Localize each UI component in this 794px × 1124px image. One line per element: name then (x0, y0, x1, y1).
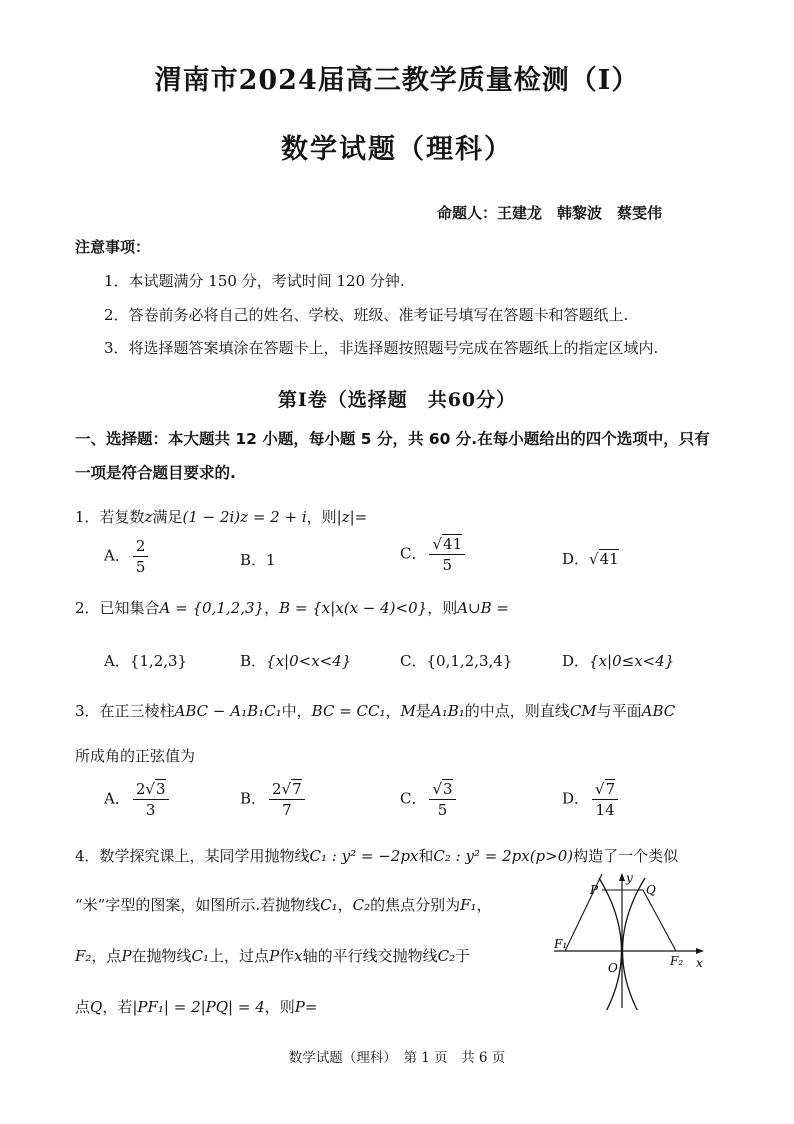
q1-option-a-fraction (133, 537, 149, 576)
q4-c2-b: C₂ (437, 947, 456, 965)
q4-text-3f: 于 (455, 947, 471, 965)
q4-p: P (121, 947, 132, 965)
q3-option-c-num: √3 (429, 780, 455, 800)
q1-option-c-num: √41 (429, 535, 465, 555)
q3-option-a-num: 2√3 (133, 780, 169, 800)
q4-text-2a: “米”字型的图案，如图所示.若抛物线 (75, 896, 321, 914)
q1-equation: (1 − 2i)z = 2 + i (182, 508, 307, 526)
part1-instruction-line1: 一、选择题：本大题共 12 小题，每小题 5 分，共 60 分.在每小题给出的四个选项中，只有 (75, 430, 710, 448)
q4-text-3c: 上，过点 (209, 947, 270, 965)
label-f2: F₂ (670, 954, 684, 968)
q1-option-c-label: C． (400, 544, 427, 563)
q3-option-b-den: 7 (282, 801, 292, 819)
q4-condition: |PF₁| = 2|PQ| = 4 (132, 998, 265, 1016)
q2-option-a-value: {1,2,3} (129, 652, 188, 670)
notice-item-1: 1．本试题满分 150 分，考试时间 120 分钟. (104, 272, 405, 290)
parabola-c2 (623, 878, 646, 1010)
q2-option-b (240, 650, 351, 671)
q3-cond: BC = CC₁ (311, 702, 386, 720)
q4-text-1c: 构造了一个类似 (573, 847, 679, 865)
q1-option-c-radicand: 41 (443, 535, 463, 553)
exam-title: 渭南市2024届高三教学质量检测（Ⅰ） (154, 65, 640, 96)
q3-option-c-radicand: 3 (443, 780, 453, 798)
q3-option-a-label: A． (104, 789, 130, 808)
q4-text-3d: 作 (279, 947, 295, 965)
question-3-stem (75, 700, 675, 721)
label-p: P (590, 883, 599, 897)
q3-option-a-den: 3 (145, 801, 156, 819)
q1-text-b: 满足 (152, 508, 183, 526)
parabola-diagram (552, 868, 712, 1010)
q2-text-b: ，则 (427, 599, 458, 617)
q4-answer-blank: P= (294, 998, 318, 1016)
y-axis-arrow (619, 873, 625, 881)
q3-m: M (400, 702, 416, 720)
q4-text-4b: ，若 (102, 998, 133, 1016)
q1-option-a (104, 537, 151, 576)
q3-option-a-radicand: 3 (155, 780, 166, 798)
authors-line: 命题人：王建龙 韩黎波 蔡雯伟 (437, 204, 663, 222)
x-axis-arrow (696, 948, 704, 954)
q4-c1-equation: C₁ : y² = −2px (309, 847, 419, 865)
question-2-stem (75, 597, 509, 618)
q1-option-b-value: 1 (266, 551, 276, 569)
q4-c2-equation: C₂ : y² = 2px(p>0) (433, 847, 574, 865)
q1-option-b (240, 549, 276, 570)
exam-subtitle: 数学试题（理科） (281, 134, 513, 165)
q3-option-d-radicand: 7 (605, 780, 616, 798)
part1-title: 第Ⅰ卷（选择题 共60分） (277, 389, 517, 411)
part1-instruction-line2: 一项是符合题目要求的. (75, 464, 236, 482)
q1-option-b-label: B． (240, 551, 267, 569)
q1-text-c: ，则 (306, 508, 337, 526)
q3-text-b: 中， (281, 702, 312, 720)
q1-option-c-den: 5 (442, 556, 453, 574)
q3-text-f: 与平面 (596, 702, 642, 720)
parabola-c1 (599, 878, 622, 1010)
notice-item-2: 2．答卷前务必将自己的姓名、学校、班级、准考证号填写在答题卡和答题纸上. (104, 306, 629, 324)
q3-option-d-label: D． (562, 789, 590, 808)
q3-option-b-label: B． (240, 789, 267, 808)
q4-text-3e: 轴的平行线交抛物线 (302, 947, 438, 965)
q4-q: Q (90, 998, 103, 1016)
q4-c2: C₂ (352, 896, 371, 914)
q2-option-c-label: C． (400, 652, 427, 670)
q3-option-d-fraction (592, 780, 618, 819)
label-y: y (626, 871, 633, 885)
q4-text-3b: 在抛物线 (131, 947, 192, 965)
q1-option-c-fraction (429, 535, 465, 574)
q3-option-d-den: 14 (595, 801, 615, 819)
q3-text-d: 是 (415, 702, 431, 720)
q4-text-4c: ，则 (264, 998, 295, 1016)
q3-option-b-radicand: 7 (292, 780, 302, 798)
q4-x: x (294, 947, 303, 965)
q2-sep: ， (264, 599, 280, 617)
question-1-stem (75, 506, 367, 527)
q3-option-c (400, 780, 459, 819)
q4-f1: F₁ (460, 896, 477, 914)
q3-option-a-fraction (133, 780, 169, 819)
label-f1: F₁ (554, 937, 568, 951)
page-footer: 数学试题（理科） 第 1 页 共 6 页 (288, 1050, 506, 1066)
q1-option-d-label: D． (562, 550, 590, 568)
q2-option-a (104, 650, 187, 671)
q3-option-d (562, 780, 621, 819)
q1-var-z: z (144, 508, 153, 526)
q4-f2: F₂ (75, 947, 92, 965)
q1-text-a: 1．若复数 (75, 508, 145, 526)
label-x: x (696, 956, 703, 970)
q2-option-c-value: {0,1,2,3,4} (426, 652, 513, 670)
q3-option-c-label: C． (400, 789, 427, 808)
q1-option-a-label: A． (104, 546, 130, 565)
q3-text-c: ， (385, 702, 401, 720)
q4-text-2d: ， (476, 896, 492, 914)
q3-option-b-num: 2√7 (269, 780, 305, 800)
q2-union: A∪B = (457, 599, 509, 617)
question-4-line4 (75, 996, 317, 1017)
q2-set-a: A = {0,1,2,3} (159, 599, 265, 617)
q2-option-c (400, 650, 512, 671)
q4-text-1b: 和 (418, 847, 434, 865)
q4-text-2c: 的焦点分别为 (370, 896, 461, 914)
q4-c1: C₁ (320, 896, 338, 914)
q2-option-b-value: {x|0<x<4} (266, 652, 352, 670)
q2-option-a-label: A． (104, 652, 130, 670)
q1-option-a-den: 5 (135, 558, 146, 576)
question-4-line1 (75, 845, 678, 866)
q4-p-2: P (269, 947, 280, 965)
question-4-line3 (75, 945, 470, 966)
q3-option-c-fraction (429, 780, 455, 819)
q2-text-a: 2．已知集合 (75, 599, 160, 617)
q4-text-3a: ，点 (91, 947, 122, 965)
q3-seg: A₁B₁ (430, 702, 465, 720)
q3-option-d-num: √7 (592, 780, 618, 800)
q4-text-1a: 4．数学探究课上，某同学用抛物线 (75, 847, 310, 865)
line-q-f2 (643, 890, 676, 951)
q1-option-c (400, 535, 468, 574)
q2-option-d-label: D． (562, 652, 590, 670)
q3-abc: ABC (641, 702, 676, 720)
q3-option-b-fraction (269, 780, 305, 819)
q3-text-a: 3．在正三棱柱 (75, 702, 175, 720)
label-o: O (608, 961, 618, 975)
q3-option-a (104, 780, 172, 819)
q4-text-4a: 点 (75, 998, 91, 1016)
q2-option-b-label: B． (240, 652, 267, 670)
q4-c1-b: C₁ (191, 947, 210, 965)
q1-option-d-radicand: 41 (599, 550, 619, 568)
q3-prism: ABC − A₁B₁C₁ (174, 702, 282, 720)
question-4-line2 (75, 894, 492, 915)
q2-option-d (562, 650, 674, 671)
notice-heading: 注意事项： (75, 238, 151, 256)
q3-text-e: 的中点，则直线 (464, 702, 570, 720)
q2-option-d-value: {x|0≤x<4} (589, 652, 675, 670)
q3-option-c-den: 5 (437, 801, 448, 819)
q3-option-a-coef: 2 (135, 780, 146, 798)
q3-cm: CM (569, 702, 597, 720)
q4-text-2b: ， (337, 896, 353, 914)
q1-option-a-num: 2 (133, 537, 149, 557)
label-q: Q (646, 883, 656, 897)
q2-set-b: B = {x|x(x − 4)<0} (279, 599, 428, 617)
notice-item-3: 3．将选择题答案填涂在答题卡上，非选择题按照题号完成在答题纸上的指定区域内. (104, 339, 659, 357)
question-3-line2: 所成角的正弦值为 (75, 747, 196, 765)
q1-abs: |z|= (336, 508, 368, 526)
q1-option-d: D．√41 (562, 550, 619, 568)
q3-option-b (240, 780, 308, 819)
q3-option-b-coef: 2 (272, 780, 282, 798)
q4-figure (552, 868, 712, 1010)
